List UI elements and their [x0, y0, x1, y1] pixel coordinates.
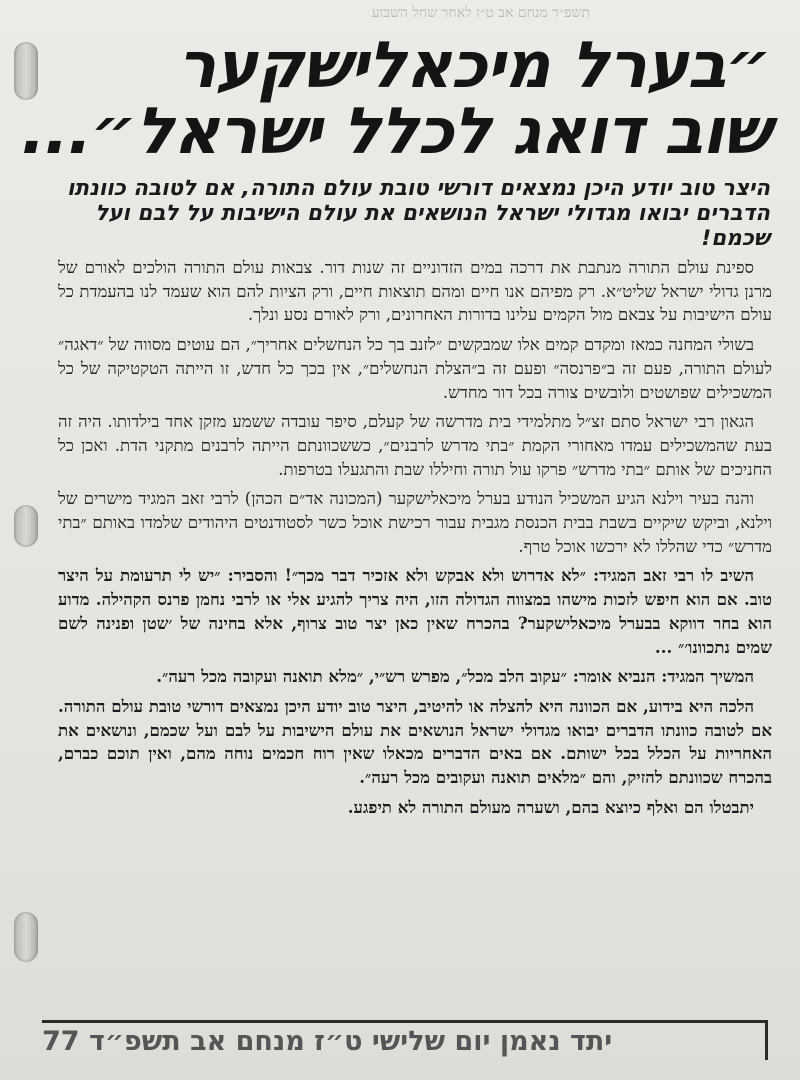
footer-dateline: יתד נאמן יום שלישי ט״ז מנחם אב תשפ״ד 77	[42, 1026, 613, 1057]
page-footer	[42, 1020, 768, 1061]
headline-line-2: שוב דואג לכלל ישראל״...	[21, 95, 770, 169]
binder-punch-hole	[14, 42, 38, 100]
bleed-through-text: תשפ״ד מנחם אב ט״ז לאחר שחל השבוע	[371, 5, 590, 21]
binder-punch-hole	[14, 912, 38, 962]
body-paragraph: המשיך המגיד: הנביא אומר: ״עקוב הלב מכל״, מפרש רש״י, ״מלא תואנה ועקובה מכל רעה״.	[156, 666, 754, 687]
body-paragraph: ספינת עולם התורה מנתבת את דרכה במים הזדוניים זה שנות דור. צבאות עולם התורה הולכים לאורם של מרנן גדולי ישראל שליט״א. רק מפיהם אנו חיים ומהם תוצאות חיים, ורק הציות להם הוא שעמד לנו בהעמדת כל עולם הישיבות על צבאם מול הקמים עלינו בדורות האחרונים, ורק לאורם נסע ונלך.	[58, 258, 772, 325]
body-paragraph: והנה בעיר וילנא הגיע המשכיל הנודע בערל מיכאלישקער (המכונה אד״ם הכהן) לרבי זאב המגיד מישרים של וילנא, וביקש שיקיים בשבת בבית הכנסת מגבית עבור רכישת אוכל כשר לסטודנטים היהודים שלמדו באותם ״בתי מדרש״ כדי שהללו לא ירכשו אוכל טרף.	[58, 489, 772, 556]
lead-paragraph: היצר טוב יודע היכן נמצאים דורשי טובת עולם התורה, אם לטובה כוונתו הדברים יבואו מגדולי ישראל הנושאים את עולם הישיבות על לבם ועל שכמם!	[67, 176, 770, 251]
closing-line: יתבטלו הם ואלף כיוצא בהם, ושערה מעולם התורה לא תיפגע.	[347, 796, 754, 817]
body-paragraph: בשולי המחנה כמאז ומקדם קמים אלו שמבקשים ״לזנב בך כל הנחשלים אחריך״, הם עוטים מסווה של ״דאגה״ לעולם התורה, פעם זה ב״פרנסה״ ופעם זה ב״הצלת הנחשלים״, אין בכך כל חדש, זו הייתה הטקטיקה של כל המשכילים שפושטים ולובשים צורה בכל דור מחדש.	[58, 335, 772, 402]
headline-line-1: ״בערל מיכאלישקער	[177, 29, 770, 103]
footer-rule	[765, 1020, 768, 1060]
body-paragraph: הגאון רבי ישראל סתם זצ״ל מתלמידי בית מדרשה של קעלם, סיפר עובדה ששמע מזקן אחד בילדותו. היה זה בעת שהמשכילים עמדו מאחורי הקמת ״בתי מדרש לרבנים״, כששכוונתם הייתה לרבנים מתקני הדת. ואכן כל החניכים של אותם ״בתי מדרש״ פרקו עול תורה וחיללו שבת והתגעלו בטרפות.	[58, 412, 772, 479]
article-body	[58, 256, 772, 825]
body-paragraph: השיב לו רבי זאב המגיד: ״לא אדרוש ולא אבקש ולא אזכיר דבר מכך״! והסביר: ״יש לי תרעומת על היצר טוב. אם הוא חיפש לזכות מישהו במצווה הגדולה הזו, היה צריך להגיע אלי או לרבי נחמן פרנס הקהילה. מדוע הוא בחר דווקא בבערל מיכאלישקער? בהכרח שאין כאן יצר טוב צרוף, אלא בחינה של ׳שטן ופנינה לשם שמים נתכוונו׳״ ...	[58, 565, 772, 657]
binder-punch-hole	[14, 505, 38, 547]
body-paragraph: הלכה היא בידוע, אם הכוונה היא להצלה או להיטיב, היצר טוב יודע היכן נמצאים דורשי טובת עולם התורה. אם לטובה כוונתו הדברים יבואו מגדולי ישראל הנושאים את עולם הישיבות על לבם ועל שכמם, ונושאים את האחריות על הכלל בכל ישותם. אם באים הדברים מכאלו שאין רוח חכמים נוחה מהם, ואין תוכם כברם, בהכרח שכוונתם להזיק, והם ״מלאים תואנה ועקובים מכל רעה״.	[58, 695, 772, 788]
